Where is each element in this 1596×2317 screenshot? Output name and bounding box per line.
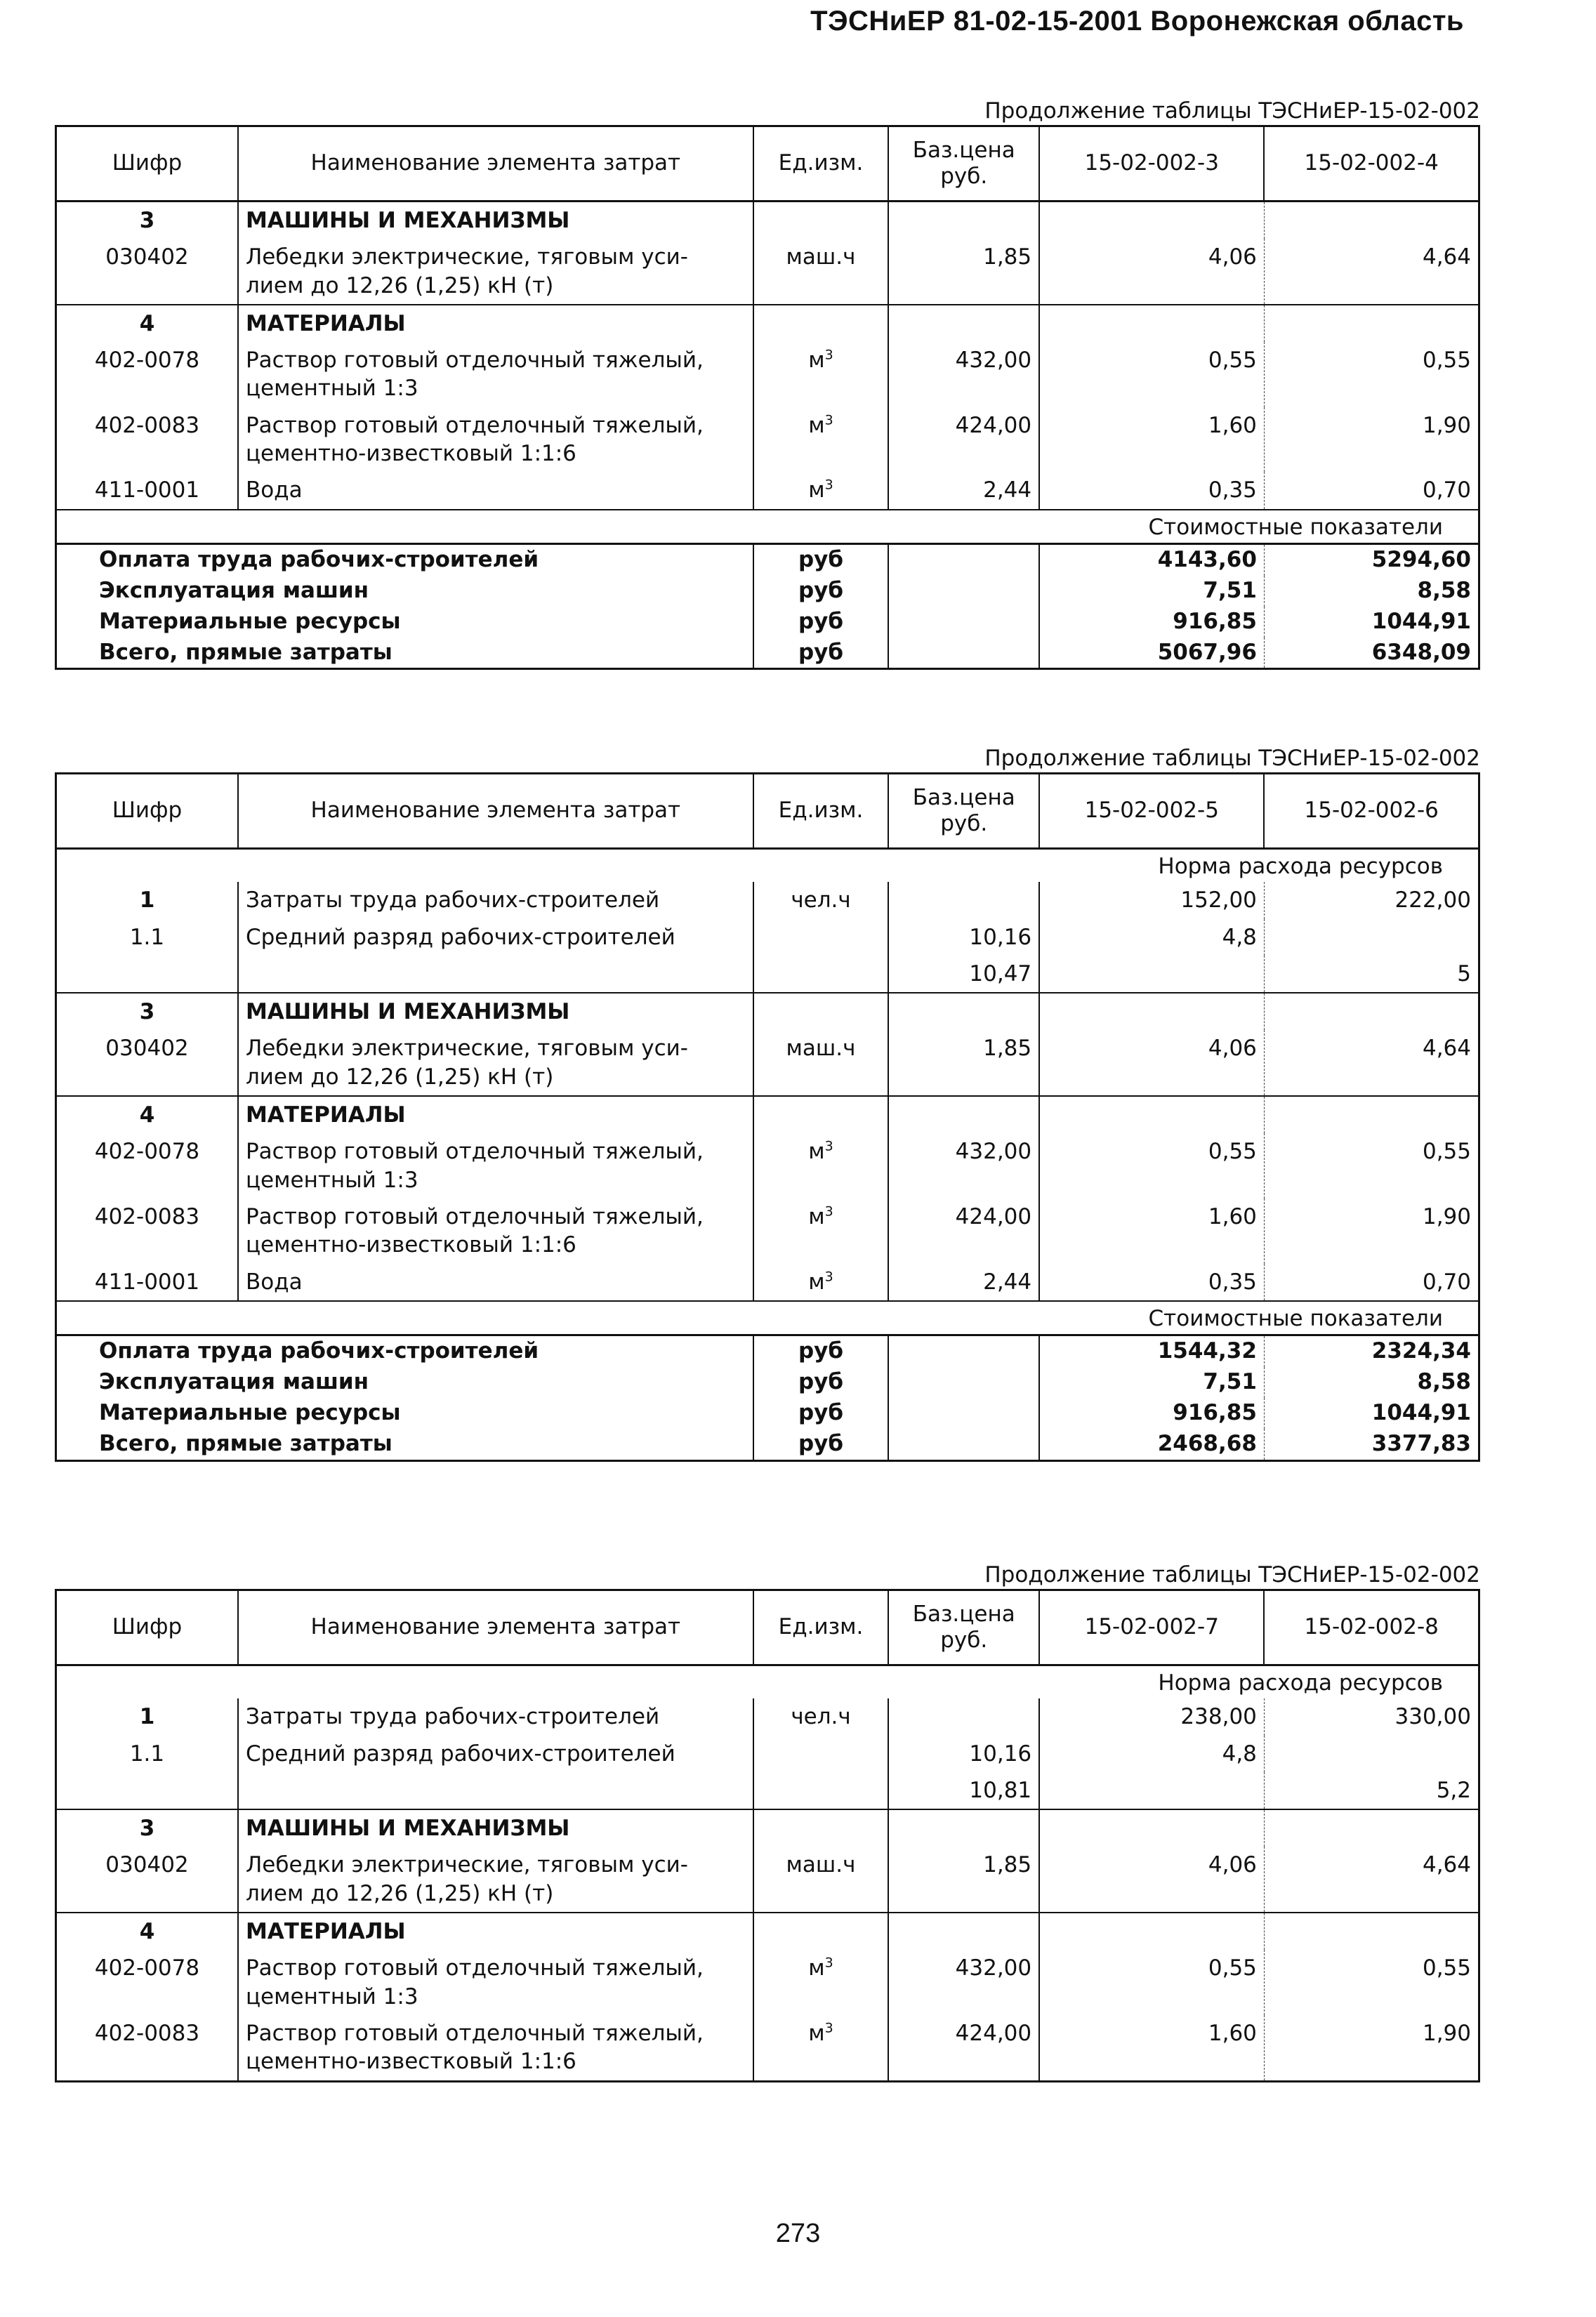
document-header: ТЭСНиЕР 81-02-15-2001 Воронежская область (810, 6, 1464, 37)
row-unit (753, 472, 889, 509)
empty-cell (1039, 993, 1264, 1030)
header-col-b: 15-02-002-6 (1264, 774, 1479, 849)
empty-cell (888, 607, 1039, 638)
row-value-a: 4,06 (1039, 1847, 1264, 1913)
row-value-a: 0,55 (1039, 1950, 1264, 2015)
header-name: Наименование элемента затрат (238, 774, 753, 849)
row-code: 030402 (56, 239, 238, 305)
row-unit (753, 1950, 889, 2015)
section-name: МАШИНЫ И МЕХАНИЗМЫ (238, 1809, 753, 1847)
summary-unit: руб (753, 1367, 889, 1398)
row-value-b (1264, 1736, 1479, 1772)
table-row (56, 1199, 1479, 1264)
unit-exponent: 3 (824, 2020, 833, 2036)
table-row (56, 1950, 1479, 2015)
indicators-label: Стоимостные показатели (56, 510, 1479, 544)
empty-cell (888, 993, 1039, 1030)
empty-cell (888, 305, 1039, 342)
section-name: МАТЕРИАЛЫ (238, 1096, 753, 1133)
empty-cell (888, 1335, 1039, 1367)
table-row (56, 919, 1479, 956)
unit-exponent: 3 (824, 1955, 833, 1972)
unit-text: м (808, 2020, 825, 2046)
row-price: 432,00 (888, 1133, 1039, 1199)
summary-value-b: 8,58 (1417, 577, 1471, 603)
summary-name: Всего, прямые затраты (56, 638, 753, 669)
row-unit (753, 1133, 889, 1199)
row-value-a: 0,55 (1039, 1133, 1264, 1199)
summary-value-a: 916,85 (1039, 1398, 1264, 1429)
summary-row (56, 543, 1479, 575)
unit-text: м (808, 412, 825, 438)
section-code: 4 (56, 1096, 238, 1133)
row-code: 1 (56, 882, 238, 918)
unit-text: м (808, 1269, 825, 1295)
header-price: Баз.цена руб. (888, 1590, 1039, 1665)
summary-value-b: 1044,91 (1371, 608, 1471, 634)
summary-name: Всего, прямые затраты (56, 1429, 753, 1460)
header-col-b: 15-02-002-8 (1264, 1590, 1479, 1665)
row-value-a (1039, 1772, 1264, 1809)
row-price: 424,00 (888, 407, 1039, 473)
row-name: Раствор готовый отделочный тяжелый, цементный 1:3 (238, 1133, 753, 1199)
empty-cell (888, 1913, 1039, 1950)
empty-cell (888, 638, 1039, 669)
empty-cell (753, 202, 889, 239)
row-code: 1 (56, 1698, 238, 1735)
row-price: 432,00 (888, 1950, 1039, 2015)
header-code: Шифр (56, 126, 238, 202)
summary-unit: руб (753, 607, 889, 638)
row-code: 402-0083 (56, 407, 238, 473)
summary-value-b: 8,58 (1417, 1369, 1471, 1394)
row-code: 1.1 (56, 1736, 238, 1772)
summary-unit: руб (753, 1398, 889, 1429)
empty-cell (1264, 1096, 1479, 1133)
header-code: Шифр (56, 774, 238, 849)
norm-label-row (56, 1665, 1479, 1699)
table-row (56, 1030, 1479, 1096)
header-col-a: 15-02-002-3 (1039, 126, 1264, 202)
row-code: 411-0001 (56, 1264, 238, 1301)
summary-value-b: 1044,91 (1371, 1399, 1471, 1425)
unit-text: маш.ч (786, 1036, 856, 1062)
row-code: 030402 (56, 1847, 238, 1913)
row-code: 030402 (56, 1030, 238, 1096)
row-unit (753, 2015, 889, 2081)
section-row (56, 993, 1479, 1030)
resource-table (55, 1589, 1480, 2082)
empty-cell (888, 1809, 1039, 1847)
unit-exponent: 3 (824, 1203, 833, 1220)
empty-cell (1039, 305, 1264, 342)
empty-cell (888, 1096, 1039, 1133)
page-number: 273 (775, 2219, 821, 2248)
header-col-b: 15-02-002-4 (1264, 126, 1479, 202)
summary-value-b: 5294,60 (1264, 543, 1479, 575)
row-price: 424,00 (888, 2015, 1039, 2081)
row-value-a (1039, 956, 1264, 993)
summary-value-b: 3377,83 (1371, 1430, 1471, 1456)
row-price: 1,85 (888, 239, 1039, 305)
empty-cell (753, 1096, 889, 1133)
table-row (56, 1736, 1479, 1772)
empty-cell (888, 576, 1039, 607)
row-value-a: 4,8 (1039, 919, 1264, 956)
summary-unit: руб (753, 576, 889, 607)
row-price: 2,44 (888, 1264, 1039, 1301)
row-name (238, 956, 753, 993)
summary-unit: руб (753, 1335, 889, 1367)
section-code: 3 (56, 1809, 238, 1847)
table-row (56, 1847, 1479, 1913)
empty-cell (753, 993, 889, 1030)
header-name: Наименование элемента затрат (238, 1590, 753, 1665)
row-price (888, 882, 1039, 918)
table-row (56, 1772, 1479, 1809)
section-row (56, 305, 1479, 342)
row-value-b: 5 (1457, 961, 1471, 986)
row-value-a: 0,35 (1039, 1264, 1264, 1301)
row-code: 402-0083 (56, 1199, 238, 1264)
row-code (56, 1772, 238, 1809)
unit-text: м (808, 1955, 825, 1981)
norm-label: Норма расхода ресурсов (56, 849, 1479, 883)
empty-cell (888, 1367, 1039, 1398)
row-value-b: 5,2 (1436, 1777, 1471, 1803)
empty-cell (753, 1809, 889, 1847)
row-value-b: 0,70 (1422, 477, 1471, 503)
unit-text: м (808, 1203, 825, 1229)
table-row (56, 956, 1479, 993)
table-row (56, 2015, 1479, 2081)
row-name: Вода (238, 1264, 753, 1301)
row-name: Затраты труда рабочих-строителей (238, 882, 753, 918)
table-row (56, 1133, 1479, 1199)
summary-value-a: 916,85 (1039, 607, 1264, 638)
row-value-a: 1,60 (1039, 1199, 1264, 1264)
table-row (56, 1264, 1479, 1301)
section-code: 3 (56, 993, 238, 1030)
row-value-b: 1,90 (1422, 2020, 1471, 2046)
row-value-a: 0,55 (1039, 342, 1264, 407)
row-value-a: 238,00 (1039, 1698, 1264, 1735)
row-unit (753, 1736, 889, 1772)
row-value-b: 0,70 (1422, 1269, 1471, 1295)
section-code: 4 (56, 305, 238, 342)
row-unit (753, 239, 889, 305)
empty-cell (888, 1398, 1039, 1429)
row-value-a: 1,60 (1039, 407, 1264, 473)
row-code: 402-0078 (56, 1133, 238, 1199)
row-value-b: 0,55 (1422, 1955, 1471, 1981)
row-price: 1,85 (888, 1847, 1039, 1913)
row-value-b: 0,55 (1422, 1139, 1471, 1165)
row-name: Раствор готовый отделочный тяжелый, цементно-известковый 1:1:6 (238, 1199, 753, 1264)
row-value-a: 4,8 (1039, 1736, 1264, 1772)
empty-cell (1264, 993, 1479, 1030)
summary-row (56, 1367, 1479, 1398)
summary-value-b: 6348,09 (1371, 639, 1471, 665)
empty-cell (1264, 202, 1479, 239)
row-name: Раствор готовый отделочный тяжелый, цементный 1:3 (238, 1950, 753, 2015)
unit-text: маш.ч (786, 1852, 856, 1878)
row-code: 1.1 (56, 919, 238, 956)
resource-table (55, 772, 1480, 1462)
summary-row (56, 638, 1479, 669)
summary-row (56, 607, 1479, 638)
table-row (56, 472, 1479, 509)
empty-cell (1039, 202, 1264, 239)
row-unit (753, 1772, 889, 1809)
row-code: 402-0078 (56, 1950, 238, 2015)
table-row (56, 407, 1479, 473)
row-value-b: 4,64 (1422, 244, 1471, 270)
summary-unit: руб (753, 543, 889, 575)
empty-cell (1264, 1913, 1479, 1950)
empty-cell (753, 305, 889, 342)
row-code: 402-0083 (56, 2015, 238, 2081)
summary-name: Материальные ресурсы (56, 607, 753, 638)
section-row (56, 1096, 1479, 1133)
row-unit (753, 882, 889, 918)
empty-cell (753, 1913, 889, 1950)
section-row (56, 1913, 1479, 1950)
unit-exponent: 3 (824, 477, 833, 494)
continuation-label: Продолжение таблицы ТЭСНиЕР-15-02-002 (984, 1562, 1480, 1587)
row-price (888, 1698, 1039, 1735)
summary-name: Эксплуатация машин (56, 576, 753, 607)
row-value-b: 222,00 (1394, 887, 1471, 913)
summary-unit: руб (753, 1429, 889, 1460)
row-name: Лебедки электрические, тяговым уси-лием до 12,26 (1,25) кН (т) (238, 1030, 753, 1096)
summary-value-a: 4143,60 (1039, 543, 1264, 575)
row-code (56, 956, 238, 993)
row-price: 432,00 (888, 342, 1039, 407)
summary-value-a: 2468,68 (1039, 1429, 1264, 1460)
row-value-b: 1,90 (1422, 412, 1471, 438)
row-value-a: 1,60 (1039, 2015, 1264, 2081)
table-header-row (56, 1590, 1479, 1665)
row-name: Вода (238, 472, 753, 509)
table-row (56, 239, 1479, 305)
row-code: 411-0001 (56, 472, 238, 509)
unit-text: маш.ч (786, 244, 856, 270)
row-price: 1,85 (888, 1030, 1039, 1096)
row-code: 402-0078 (56, 342, 238, 407)
summary-value-a: 7,51 (1039, 576, 1264, 607)
summary-row (56, 1335, 1479, 1367)
row-name: Лебедки электрические, тяговым уси-лием до 12,26 (1,25) кН (т) (238, 239, 753, 305)
row-value-b: 330,00 (1394, 1704, 1471, 1730)
row-value-b (1264, 919, 1479, 956)
row-value-a: 4,06 (1039, 239, 1264, 305)
row-value-a: 4,06 (1039, 1030, 1264, 1096)
section-row (56, 202, 1479, 239)
row-price: 2,44 (888, 472, 1039, 509)
summary-value-a: 1544,32 (1039, 1335, 1264, 1367)
empty-cell (1264, 305, 1479, 342)
unit-exponent: 3 (824, 412, 833, 428)
empty-cell (888, 543, 1039, 575)
table-row (56, 342, 1479, 407)
row-price: 10,81 (888, 1772, 1039, 1809)
row-unit (753, 407, 889, 473)
empty-cell (888, 1429, 1039, 1460)
row-name: Затраты труда рабочих-строителей (238, 1698, 753, 1735)
unit-text: чел.ч (791, 1704, 851, 1730)
indicators-label: Стоимостные показатели (56, 1301, 1479, 1335)
summary-name: Оплата труда рабочих-строителей (56, 1335, 753, 1367)
row-value-a: 0,35 (1039, 472, 1264, 509)
row-name: Раствор готовый отделочный тяжелый, цементно-известковый 1:1:6 (238, 407, 753, 473)
row-value-b: 0,55 (1422, 348, 1471, 374)
summary-row (56, 1429, 1479, 1460)
empty-cell (888, 202, 1039, 239)
header-col-a: 15-02-002-5 (1039, 774, 1264, 849)
header-unit: Ед.изм. (753, 1590, 889, 1665)
row-name: Лебедки электрические, тяговым уси-лием до 12,26 (1,25) кН (т) (238, 1847, 753, 1913)
summary-unit: руб (753, 638, 889, 669)
table-header-row (56, 126, 1479, 202)
indicators-label-row (56, 510, 1479, 544)
row-unit (753, 1199, 889, 1264)
row-unit (753, 919, 889, 956)
row-price: 10,16 (888, 1736, 1039, 1772)
table-row (56, 1698, 1479, 1735)
section-code: 4 (56, 1913, 238, 1950)
row-name (238, 1772, 753, 1809)
row-name: Средний разряд рабочих-строителей (238, 1736, 753, 1772)
section-name: МАШИНЫ И МЕХАНИЗМЫ (238, 993, 753, 1030)
row-name: Раствор готовый отделочный тяжелый, цементно-известковый 1:1:6 (238, 2015, 753, 2081)
section-name: МАШИНЫ И МЕХАНИЗМЫ (238, 202, 753, 239)
header-code: Шифр (56, 1590, 238, 1665)
row-price: 424,00 (888, 1199, 1039, 1264)
unit-exponent: 3 (824, 1139, 833, 1155)
empty-cell (1039, 1913, 1264, 1950)
header-price: Баз.цена руб. (888, 774, 1039, 849)
unit-text: м (808, 1139, 825, 1165)
continuation-label: Продолжение таблицы ТЭСНиЕР-15-02-002 (984, 98, 1480, 124)
row-unit (753, 1030, 889, 1096)
header-unit: Ед.изм. (753, 774, 889, 849)
empty-cell (1264, 1809, 1479, 1847)
row-unit (753, 956, 889, 993)
table-header-row (56, 774, 1479, 849)
resource-table (55, 125, 1480, 670)
continuation-label: Продолжение таблицы ТЭСНиЕР-15-02-002 (984, 746, 1480, 771)
row-unit (753, 1698, 889, 1735)
row-price: 10,16 (888, 919, 1039, 956)
header-price: Баз.цена руб. (888, 126, 1039, 202)
summary-value-a: 5067,96 (1039, 638, 1264, 669)
norm-label-row (56, 849, 1479, 883)
row-unit (753, 1264, 889, 1301)
row-price: 10,47 (888, 956, 1039, 993)
empty-cell (1039, 1096, 1264, 1133)
summary-row (56, 576, 1479, 607)
table-row (56, 882, 1479, 918)
section-row (56, 1809, 1479, 1847)
empty-cell (1039, 1809, 1264, 1847)
row-value-b: 1,90 (1422, 1203, 1471, 1229)
header-unit: Ед.изм. (753, 126, 889, 202)
header-col-a: 15-02-002-7 (1039, 1590, 1264, 1665)
unit-text: чел.ч (791, 887, 851, 913)
row-unit (753, 342, 889, 407)
row-value-b: 4,64 (1422, 1852, 1471, 1878)
unit-exponent: 3 (824, 1269, 833, 1285)
summary-row (56, 1398, 1479, 1429)
header-name: Наименование элемента затрат (238, 126, 753, 202)
row-name: Раствор готовый отделочный тяжелый, цементный 1:3 (238, 342, 753, 407)
summary-name: Эксплуатация машин (56, 1367, 753, 1398)
row-unit (753, 1847, 889, 1913)
unit-text: м (808, 477, 825, 503)
section-name: МАТЕРИАЛЫ (238, 1913, 753, 1950)
row-value-b: 4,64 (1422, 1036, 1471, 1062)
row-value-a: 152,00 (1039, 882, 1264, 918)
section-code: 3 (56, 202, 238, 239)
indicators-label-row (56, 1301, 1479, 1335)
summary-name: Материальные ресурсы (56, 1398, 753, 1429)
norm-label: Норма расхода ресурсов (56, 1665, 1479, 1699)
summary-value-a: 7,51 (1039, 1367, 1264, 1398)
summary-value-b: 2324,34 (1264, 1335, 1479, 1367)
summary-name: Оплата труда рабочих-строителей (56, 543, 753, 575)
row-name: Средний разряд рабочих-строителей (238, 919, 753, 956)
section-name: МАТЕРИАЛЫ (238, 305, 753, 342)
unit-exponent: 3 (824, 347, 833, 363)
unit-text: м (808, 348, 825, 374)
